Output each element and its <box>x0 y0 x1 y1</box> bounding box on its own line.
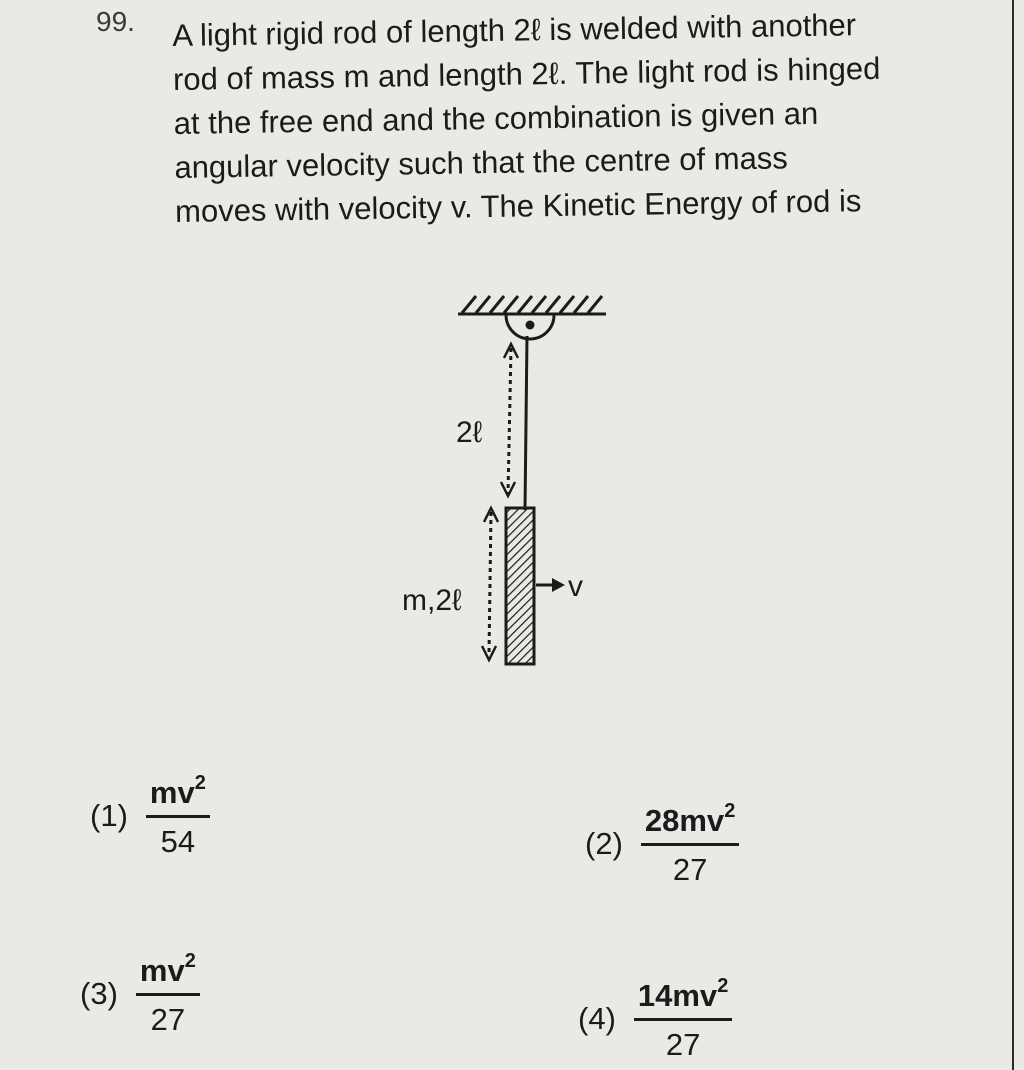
fraction-numerator: $14mv^2$ <box>634 975 732 1021</box>
option-1[interactable] <box>90 772 210 860</box>
question-line: rod of mass m and length 2ℓ. The light rod is hinged <box>172 50 881 97</box>
fraction-denominator: 27 <box>665 1027 701 1062</box>
heavy-rod-label: m,2ℓ <box>402 584 462 617</box>
velocity-arrow <box>536 578 565 592</box>
option-fraction <box>641 800 739 888</box>
option-2[interactable] <box>585 800 739 888</box>
option-label: (2) <box>585 826 623 861</box>
question-number: 99. <box>96 6 135 37</box>
option-4[interactable] <box>578 975 732 1063</box>
fraction-denominator: 27 <box>672 852 708 887</box>
light-rod <box>525 336 527 510</box>
fraction-numerator: $mv^2$ <box>146 772 210 818</box>
velocity-label: v <box>568 570 583 603</box>
fraction-numerator: $mv^2$ <box>136 950 200 996</box>
option-fraction <box>146 772 210 860</box>
question-line: A light rigid rod of length 2ℓ is welded with another <box>172 7 857 53</box>
option-label: (4) <box>578 1001 616 1036</box>
ceiling-support <box>458 296 606 314</box>
heavy-rod-dimension-arrow <box>482 508 498 660</box>
heavy-rod <box>506 508 534 664</box>
option-label: (1) <box>90 798 128 833</box>
fraction-denominator: 54 <box>160 824 196 859</box>
fraction-denominator: 27 <box>150 1002 186 1037</box>
light-rod-length-label: 2ℓ <box>456 416 483 449</box>
light-rod-dimension-arrow <box>501 344 518 496</box>
hinge <box>506 315 554 339</box>
fraction-numerator: $28mv^2$ <box>641 800 739 846</box>
question-line: angular velocity such that the centre of mass <box>174 140 789 185</box>
question-line: at the free end and the combination is given an <box>173 95 819 141</box>
option-label: (3) <box>80 976 118 1011</box>
question-line: moves with velocity v. The Kinetic Energy of rod is <box>174 183 862 229</box>
option-fraction <box>634 975 732 1063</box>
option-fraction <box>136 950 200 1038</box>
option-3[interactable] <box>80 950 200 1038</box>
